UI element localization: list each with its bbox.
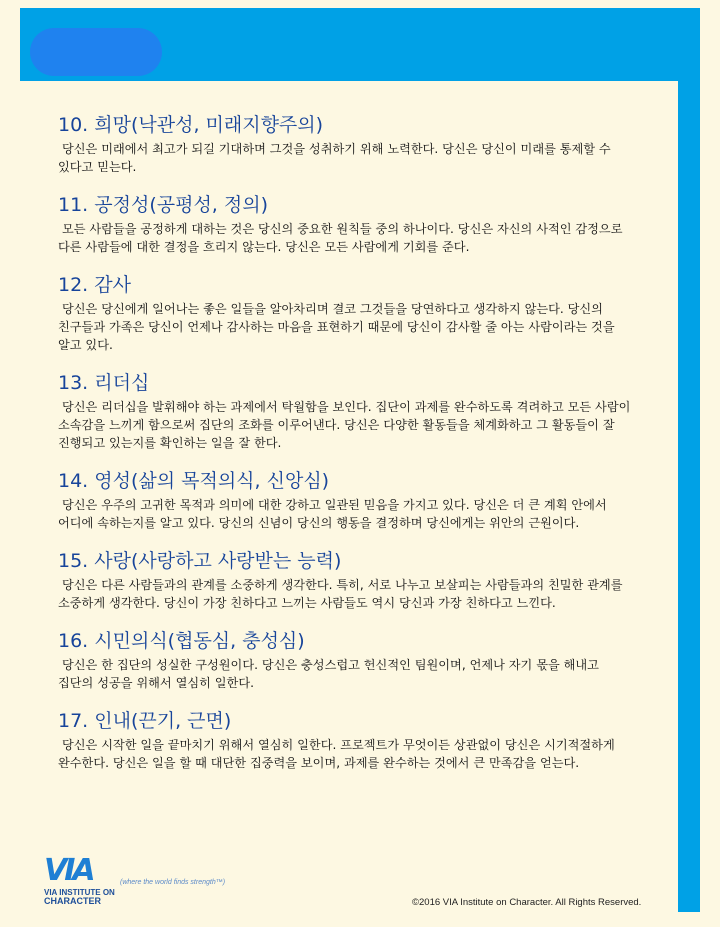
logo-line2: CHARACTER	[44, 896, 101, 906]
strength-section-17	[58, 708, 633, 772]
copyright-notice: ©2016 VIA Institute on Character. All Rights Reserved.	[412, 897, 642, 908]
section-body: 당신은 시작한 일을 끝마치기 위해서 열심히 일한다. 프로젝트가 무엇이든 상관없이 당신은 시기적절하게 완수한다. 당신은 일을 할 때 대단한 집중력을 보이며, 과제를 완수하는 것에서 큰 만족감을 얻는다.	[58, 738, 615, 770]
section-body: 당신은 다른 사람들과의 관계를 소중하게 생각한다. 특히, 서로 나누고 보살피는 사람들과의 친밀한 관계를 소중하게 생각한다. 당신이 가장 친하다고 느끼는 사람들도 역시 당신과 가장 친하다고 느낀다.	[58, 578, 623, 610]
strength-section-12	[58, 272, 633, 354]
strength-section-10	[58, 112, 633, 176]
section-body: 당신은 미래에서 최고가 되길 기대하며 그것을 성취하기 위해 노력한다. 당신은 당신이 미래를 통제할 수 있다고 믿는다.	[58, 142, 611, 174]
section-title: 14. 영성(삶의 목적의식, 신앙심)	[58, 470, 330, 492]
header-pill	[30, 28, 162, 76]
section-title: 17. 인내(끈기, 근면)	[58, 710, 232, 732]
logo-line1: VIA INSTITUTE ON	[44, 888, 115, 897]
strength-section-16	[58, 628, 633, 692]
strength-section-13	[58, 370, 633, 452]
section-body: 당신은 당신에게 일어나는 좋은 일들을 알아차리며 결코 그것들을 당연하다고 생각하지 않는다. 당신의 친구들과 가족은 당신이 언제나 감사하는 마음을 표현하기 때문에 당신이 감사할 줄 아는 사람이라는 것을 알고 있다.	[58, 302, 615, 352]
section-title: 15. 사랑(사랑하고 사랑받는 능력)	[58, 550, 342, 572]
strength-section-14	[58, 468, 633, 532]
section-title: 12. 감사	[58, 274, 131, 296]
section-body: 당신은 한 집단의 성실한 구성원이다. 당신은 충성스럽고 헌신적인 팀원이며, 언제나 자기 몫을 해내고 집단의 성공을 위해서 열심히 일한다.	[58, 658, 599, 690]
section-body: 당신은 우주의 고귀한 목적과 의미에 대한 강하고 일관된 믿음을 가지고 있다. 당신은 더 큰 계획 안에서 어디에 속하는지를 알고 있다. 당신의 신념이 당신의 행동을 결정하며 당신에게는 위안의 근원이다.	[58, 498, 607, 530]
via-logo	[44, 852, 294, 906]
section-body: 모든 사람들을 공정하게 대하는 것은 당신의 중요한 원칙들 중의 하나이다. 당신은 자신의 사적인 감정으로 다른 사람들에 대한 결정을 흐리지 않는다. 당신은 모든 사람에게 기회를 준다.	[58, 222, 623, 254]
logo-tagline: (where the world finds strength™)	[120, 879, 226, 886]
section-body: 당신은 리더십을 발휘해야 하는 과제에서 탁월함을 보인다. 집단이 과제를 완수하도록 격려하고 모든 사람이 소속감을 느끼게 함으로써 집단의 조화를 이루어낸다. 당신은 다양한 활동들을 체계화하고 그 활동들이 잘 진행되고 있는지를 확인하는 일을 잘 한다.	[58, 400, 631, 450]
section-title: 10. 희망(낙관성, 미래지향주의)	[58, 114, 324, 136]
strengths-list	[58, 112, 633, 788]
section-title: 16. 시민의식(협동심, 충성심)	[58, 630, 305, 652]
strength-section-11	[58, 192, 633, 256]
strength-section-15	[58, 548, 633, 612]
logo-mark: VIA	[44, 853, 93, 888]
section-title: 11. 공정성(공평성, 정의)	[58, 194, 268, 216]
section-title: 13. 리더십	[58, 372, 150, 394]
side-bar	[678, 8, 700, 912]
